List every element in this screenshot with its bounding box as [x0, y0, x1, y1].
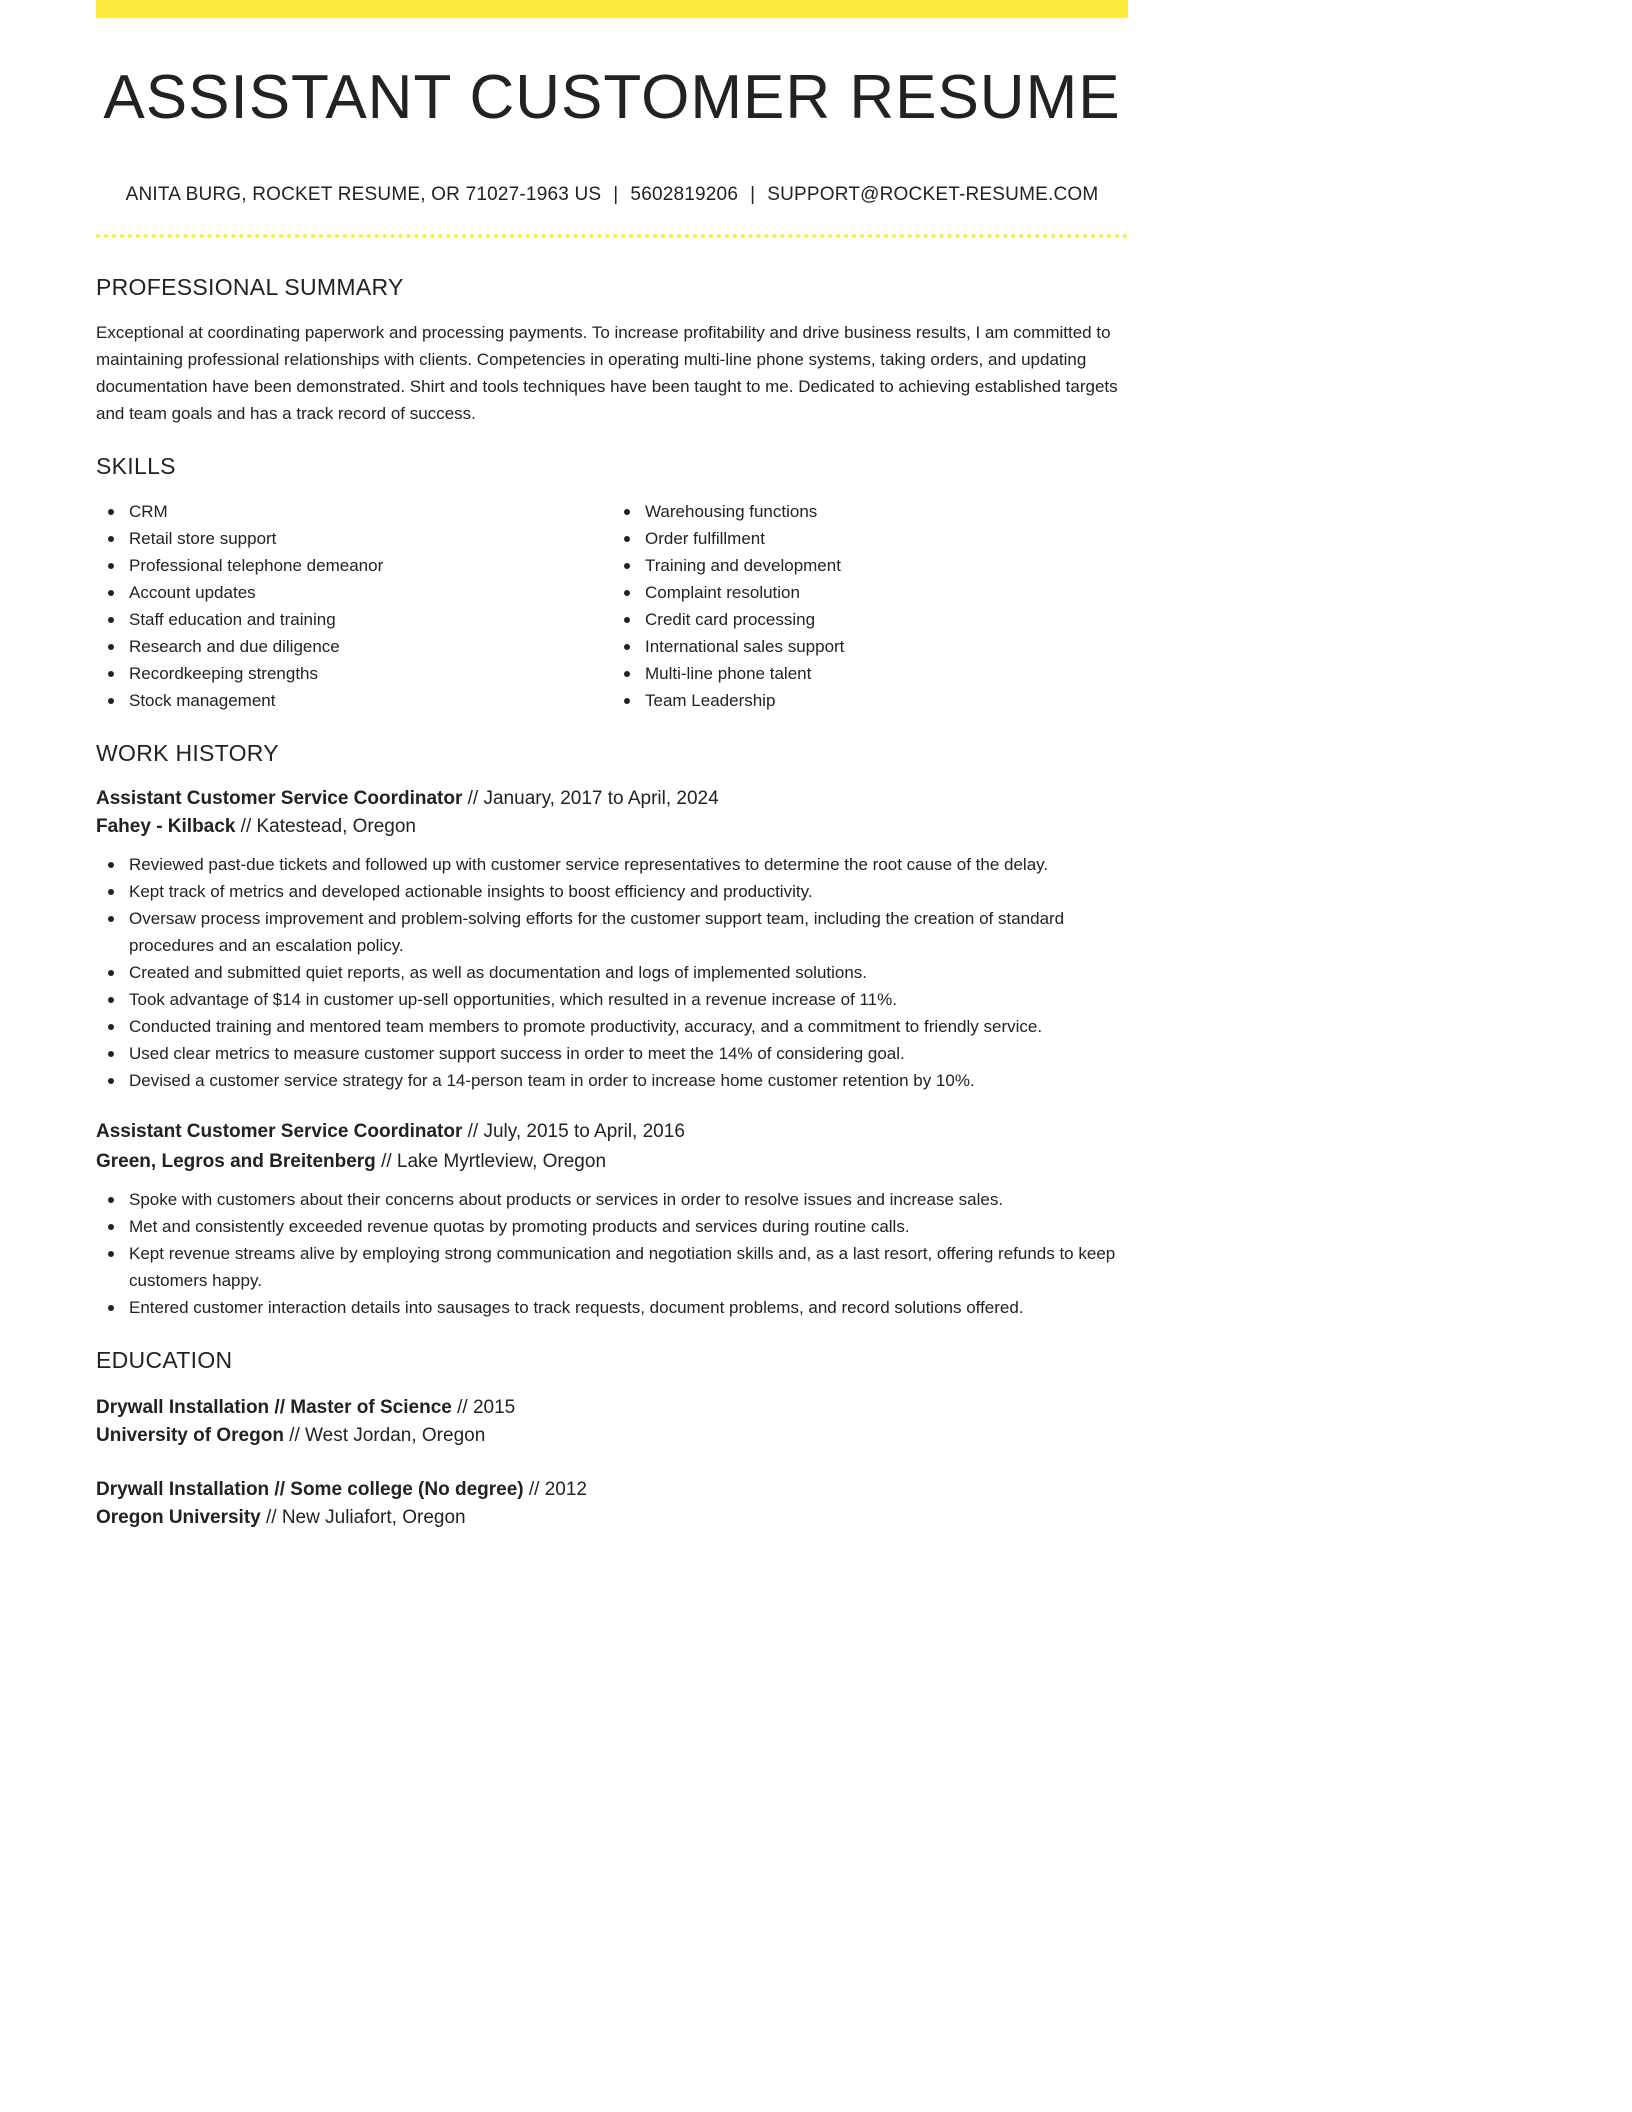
job-duty-item: Took advantage of $14 in customer up-sell opportunities, which resulted in a revenue increase of 11%.	[96, 986, 1128, 1013]
job-title-line	[96, 1118, 1128, 1146]
job-entry	[96, 1118, 1128, 1321]
job-entry	[96, 785, 1128, 1094]
skill-item: Training and development	[612, 552, 1128, 579]
skill-item: Account updates	[96, 579, 612, 606]
education-degree-line	[96, 1394, 1128, 1422]
job-duty-item: Spoke with customers about their concerns about products or services in order to resolve issues and increase sales.	[96, 1186, 1128, 1213]
education-year: // 2015	[451, 1397, 516, 1418]
education-location: // New Juliafort, Oregon	[260, 1507, 466, 1528]
education-year: // 2012	[523, 1479, 587, 1500]
skill-item: International sales support	[612, 633, 1128, 660]
job-duty-item: Created and submitted quiet reports, as well as documentation and logs of implemented solutions.	[96, 959, 1128, 986]
skill-item: Staff education and training	[96, 606, 612, 633]
job-company-line	[96, 1148, 1128, 1176]
education-school: Oregon University	[96, 1507, 261, 1528]
job-company: Green, Legros and Breitenberg	[96, 1151, 376, 1172]
contact-address: ANITA BURG, ROCKET RESUME, OR 71027-1963 US	[125, 184, 602, 205]
job-company: Fahey - Kilback	[96, 816, 236, 837]
summary-text: Exceptional at coordinating paperwork and processing payments. To increase profitability and drive business results, I am committed to maintaining professional relationships with clients. Competencies in operating multi-line phone systems, taking orders, and updating documentation have been demonstrated. Shirt and tools techniques have been taught to me. Dedicated to achieving established targets and team goals and has a track record of success.	[96, 323, 1118, 423]
job-duty-item: Kept revenue streams alive by employing strong communication and negotiation skills and, as a last resort, offering refunds to keep customers happy.	[96, 1240, 1128, 1294]
skill-item: Stock management	[96, 687, 612, 714]
contact-separator: |	[750, 184, 756, 205]
job-duty-item: Conducted training and mentored team members to promote productivity, accuracy, and a commitment to friendly service.	[96, 1013, 1128, 1040]
skill-item: Research and due diligence	[96, 633, 612, 660]
education-entry	[96, 1476, 1128, 1532]
skill-item: Professional telephone demeanor	[96, 552, 612, 579]
job-title-line	[96, 785, 1128, 813]
work-history-heading: WORK HISTORY	[96, 740, 279, 766]
job-duties-list	[96, 1186, 1128, 1321]
education-school-line	[96, 1422, 1128, 1450]
education-degree: Drywall Installation // Master of Science	[96, 1397, 452, 1418]
job-company-line	[96, 813, 1128, 841]
skill-item: Recordkeeping strengths	[96, 660, 612, 687]
skill-item: Credit card processing	[612, 606, 1128, 633]
contact-line	[96, 184, 1128, 206]
dotted-divider	[96, 234, 1128, 238]
job-title: Assistant Customer Service Coordinator	[96, 788, 463, 809]
education-entry	[96, 1394, 1128, 1450]
skills-heading: SKILLS	[96, 453, 176, 479]
skills-columns	[96, 498, 1128, 714]
education-degree-line	[96, 1476, 1128, 1504]
job-dates: // July, 2015 to April, 2016	[462, 1121, 685, 1142]
job-duty-item: Kept track of metrics and developed actionable insights to boost efficiency and productivity.	[96, 878, 1128, 905]
job-duty-item: Met and consistently exceeded revenue quotas by promoting products and services during routine calls.	[96, 1213, 1128, 1240]
education-heading: EDUCATION	[96, 1347, 233, 1373]
skill-item: Order fulfillment	[612, 525, 1128, 552]
job-dates: // January, 2017 to April, 2024	[462, 788, 719, 809]
education-location: // West Jordan, Oregon	[283, 1425, 486, 1446]
job-location: // Lake Myrtleview, Oregon	[375, 1151, 607, 1172]
skill-item: Complaint resolution	[612, 579, 1128, 606]
job-duty-item: Reviewed past-due tickets and followed up with customer service representatives to determine the root cause of the delay.	[96, 851, 1128, 878]
job-title: Assistant Customer Service Coordinator	[96, 1121, 463, 1142]
education-school: University of Oregon	[96, 1425, 284, 1446]
resume-page	[96, 0, 1128, 1532]
skills-left-list	[96, 498, 612, 714]
skill-item: Multi-line phone talent	[612, 660, 1128, 687]
summary-heading: PROFESSIONAL SUMMARY	[96, 274, 404, 300]
skills-right-list	[612, 498, 1128, 714]
skill-item: Warehousing functions	[612, 498, 1128, 525]
job-duties-list	[96, 851, 1128, 1094]
contact-email: SUPPORT@ROCKET-RESUME.COM	[767, 184, 1099, 205]
skill-item: Retail store support	[96, 525, 612, 552]
education-degree: Drywall Installation // Some college (No degree)	[96, 1479, 524, 1500]
skill-item: CRM	[96, 498, 612, 525]
top-accent-bar	[96, 0, 1128, 18]
resume-title: ASSISTANT CUSTOMER RESUME	[103, 63, 1121, 132]
job-duty-item: Devised a customer service strategy for a 14-person team in order to increase home customer retention by 10%.	[96, 1067, 1128, 1094]
contact-separator: |	[613, 184, 619, 205]
job-duty-item: Used clear metrics to measure customer support success in order to meet the 14% of considering goal.	[96, 1040, 1128, 1067]
job-location: // Katestead, Oregon	[235, 816, 417, 837]
education-school-line	[96, 1504, 1128, 1532]
contact-phone: 5602819206	[630, 184, 739, 205]
job-duty-item: Oversaw process improvement and problem-solving efforts for the customer support team, including the creation of standard procedures and an escalation policy.	[96, 905, 1128, 959]
job-duty-item: Entered customer interaction details into sausages to track requests, document problems, and record solutions offered.	[96, 1294, 1128, 1321]
skill-item: Team Leadership	[612, 687, 1128, 714]
